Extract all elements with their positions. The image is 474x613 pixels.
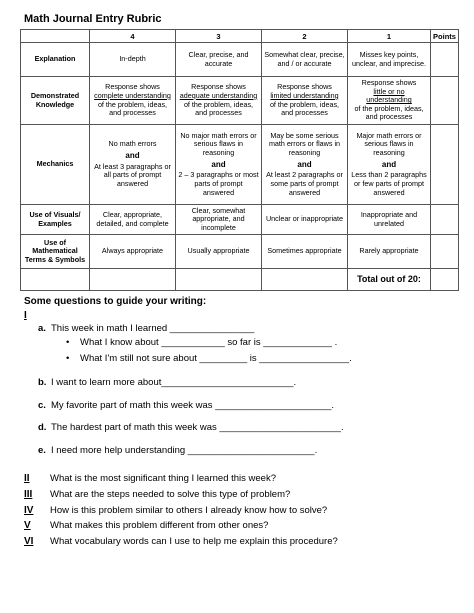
prompt-letter: b. [38, 377, 47, 388]
cell-text: of the problem, ideas, and processes [354, 103, 424, 122]
and-label: and [125, 151, 140, 161]
table-cell [262, 77, 348, 125]
bullet-prompt: What I'm still not sure about _________ is _________________. [80, 353, 352, 364]
cell-text: May be some serious math errors or flaws in reasoning [268, 130, 341, 158]
cell-text: Response shows [277, 82, 332, 92]
page-title: Math Journal Entry Rubric [24, 13, 162, 25]
prompt-c [38, 400, 334, 411]
roman-question: What makes this problem different from other ones? [50, 520, 269, 531]
table-row [21, 77, 459, 125]
table-cell: Clear, appropriate, detailed, and complete [90, 205, 176, 235]
header-cell [21, 30, 90, 43]
cell-text: 2 – 3 paragraphs or most parts of prompt answered [178, 170, 259, 197]
table-row [21, 235, 459, 269]
cell-text: No math errors [108, 139, 157, 149]
total-row [21, 269, 459, 291]
points-cell[interactable] [431, 235, 459, 269]
prompt-letter: d. [38, 422, 47, 433]
table-cell: Somewhat clear, precise, and / or accurate [262, 43, 348, 77]
table-cell [90, 125, 176, 205]
prompt-text: This week in math I learned ________________ [51, 323, 255, 334]
and-label: and [211, 159, 226, 169]
total-label: Total out of 20: [348, 269, 431, 291]
prompt-letter: a. [38, 323, 46, 334]
table-cell [262, 125, 348, 205]
prompt-text: I need more help understanding ________________________. [51, 445, 318, 456]
prompt-letter: e. [38, 445, 46, 456]
prompt-d [38, 422, 344, 433]
roman-numeral: IV [24, 505, 34, 516]
and-label: and [381, 159, 397, 169]
bullet-icon: • [66, 353, 70, 364]
prompt-text: I want to learn more about_________________________. [51, 377, 297, 388]
cell-text: At least 2 paragraphs or some parts of prompt answered [266, 170, 343, 197]
table-cell: Clear, precise, and accurate [176, 43, 262, 77]
cell-text: At least 3 paragraphs or all parts of prompt answered [94, 161, 171, 188]
prompt-text: My favorite part of math this week was ______________________. [51, 400, 335, 411]
table-cell [21, 269, 90, 291]
roman-question: What is the most significant thing I learned this week? [50, 473, 277, 484]
row-label: Mechanics [21, 125, 90, 205]
cell-underlined-text: adequate understanding [179, 90, 258, 100]
rubric-table [20, 29, 459, 291]
prompt-e [38, 445, 317, 456]
cell-text: Response shows [361, 77, 417, 87]
header-cell-3: 3 [176, 30, 262, 43]
table-row [21, 43, 459, 77]
bullet-prompt: What I know about ____________ so far is _____________ . [80, 337, 338, 348]
table-cell [176, 269, 262, 291]
table-cell: Inappropriate and unrelated [348, 205, 431, 235]
cell-text: of the problem, ideas, and processes [269, 99, 340, 118]
prompt-a [38, 323, 254, 334]
table-cell: Usually appropriate [176, 235, 262, 269]
roman-question: How is this problem similar to others I already know how to solve? [50, 505, 328, 516]
roman-numeral: VI [24, 536, 34, 547]
table-row [21, 125, 459, 205]
roman-question: What are the steps needed to solve this type of problem? [50, 489, 291, 500]
table-cell [348, 77, 431, 125]
total-points-cell[interactable] [431, 269, 459, 291]
cell-text: of the problem, ideas, and processes [183, 99, 254, 118]
roman-numeral: III [24, 489, 33, 500]
cell-underlined-text: little or no understanding [366, 86, 412, 105]
table-cell: Unclear or inappropriate [262, 205, 348, 235]
row-label: Demonstrated Knowledge [21, 77, 90, 125]
header-cell-1: 1 [348, 30, 431, 43]
points-cell[interactable] [431, 43, 459, 77]
table-cell: Rarely appropriate [348, 235, 431, 269]
table-row [21, 205, 459, 235]
prompt-b [38, 377, 296, 388]
row-label: Use of Mathematical Terms & Symbols [21, 235, 90, 269]
roman-numeral: II [24, 473, 30, 484]
table-cell: Always appropriate [90, 235, 176, 269]
table-header-row [21, 30, 459, 43]
table-cell: Clear, somewhat appropriate, and incomplete [176, 205, 262, 235]
header-cell-2: 2 [262, 30, 348, 43]
cell-underlined-text: complete understanding [94, 90, 171, 100]
prompt-text: The hardest part of math this week was _______________________. [51, 422, 344, 433]
points-cell[interactable] [431, 205, 459, 235]
cell-underlined-text: limited understanding [270, 90, 339, 100]
points-cell[interactable] [431, 125, 459, 205]
row-label: Use of Visuals/ Examples [21, 205, 90, 235]
table-cell: Sometimes appropriate [262, 235, 348, 269]
prompt-letter: c. [38, 400, 46, 411]
cell-text: Major math errors or serious flaws in reasoning [356, 130, 422, 158]
roman-question: What vocabulary words can I use to help me explain this procedure? [50, 536, 338, 547]
header-cell-4: 4 [90, 30, 176, 43]
bullet-icon: • [66, 337, 70, 348]
cell-text: Response shows [191, 82, 246, 92]
table-cell [176, 125, 262, 205]
cell-text: Less than 2 paragraphs or few parts of prompt answered [351, 170, 427, 197]
cell-text: Response shows [105, 82, 160, 92]
table-cell [348, 125, 431, 205]
table-cell [90, 77, 176, 125]
cell-text: No major math errors or serious flaws in reasoning [180, 130, 257, 158]
row-label: Explanation [21, 43, 90, 77]
table-cell [90, 269, 176, 291]
header-cell-points: Points [431, 30, 459, 43]
table-cell: In-depth [90, 43, 176, 77]
points-cell[interactable] [431, 77, 459, 125]
table-cell [176, 77, 262, 125]
table-cell [262, 269, 348, 291]
questions-heading: Some questions to guide your writing: [24, 296, 207, 307]
cell-text: of the problem, ideas, and processes [97, 99, 168, 118]
section-i-label: I [24, 310, 27, 321]
and-label: and [297, 159, 312, 169]
roman-numeral: V [24, 520, 31, 531]
table-cell: Misses key points, unclear, and imprecise. [348, 43, 431, 77]
